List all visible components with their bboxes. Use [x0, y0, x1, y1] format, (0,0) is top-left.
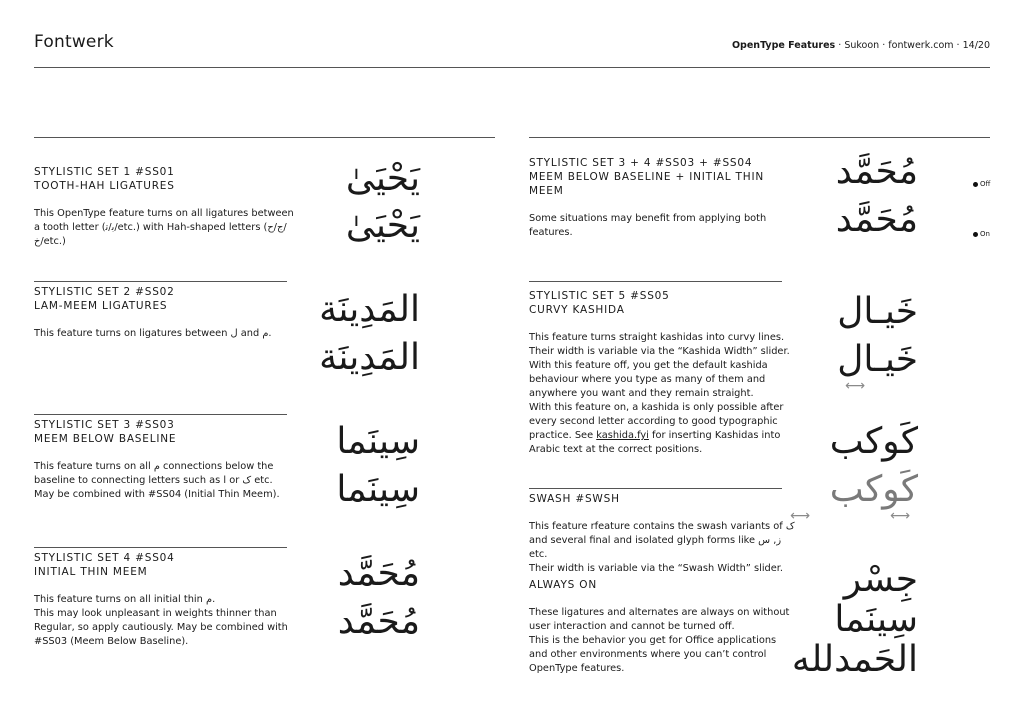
swash-width-arrow-icon: ⟷: [890, 508, 911, 524]
section-body: [529, 331, 799, 457]
off-indicator: [973, 180, 990, 188]
section-divider: [34, 547, 287, 548]
body-line: Arabic text at the correct positions.: [529, 444, 703, 455]
section-divider: [34, 137, 495, 138]
body-line: baseline to connecting letters such as ا or ک etc.: [34, 475, 273, 486]
section-title: STYLISTIC SET 4 #SS04: [34, 552, 175, 564]
body-line: a tooth letter (ﺑ/ﺗ/etc.) with Hah-shaped letters (ﺝ/ﺡ/: [34, 222, 287, 233]
sample-line: الحَمدلله: [791, 639, 918, 680]
body-line: ﺥ/etc.): [34, 236, 66, 247]
sample-ss05-off: خَيـال: [837, 291, 918, 332]
body-line: anywhere you want and they remain straight.: [529, 388, 754, 399]
section-title: STYLISTIC SET 5 #SS05: [529, 290, 670, 302]
kashida-width-arrow-icon: ⟷: [845, 378, 866, 394]
sample-ss0304-on: مُحَمَّد: [835, 199, 918, 240]
section-ss03-ss04: [529, 156, 789, 240]
body-line: Some situations may benefit from applying both: [529, 213, 767, 224]
section-body: [34, 460, 294, 502]
body-line: May be combined with #SS04 (Initial Thin Meem).: [34, 489, 280, 500]
header-separator: ·: [956, 40, 960, 51]
section-divider: [529, 281, 782, 282]
section-subtitle: INITIAL THIN MEEM: [34, 566, 148, 578]
body-line: features.: [529, 227, 573, 238]
body-line: This is the behavior you get for Office applications: [529, 635, 777, 646]
section-title: STYLISTIC SET 3 #SS03: [34, 419, 175, 431]
section-body: [529, 212, 789, 240]
body-line: With this feature off, you get the default kashida: [529, 360, 768, 371]
section-body: [529, 520, 799, 576]
sample-line: سِينَما: [834, 599, 918, 640]
swash-width-arrow-icon: ⟷: [790, 508, 811, 524]
sample-ss04-on: مُحَمَّد: [337, 601, 420, 642]
section-subtitle: MEEM BELOW BASELINE: [34, 433, 177, 445]
section-swsh: [529, 492, 799, 576]
section-title: STYLISTIC SET 3 + 4 #SS03 + #SS04: [529, 157, 753, 169]
sample-ss02-on: المَدِينَة: [319, 337, 420, 378]
body-text: for inserting Kashidas into: [648, 430, 781, 441]
body-line: [529, 429, 799, 443]
body-line: This feature rfeature contains the swash variants of ک: [529, 521, 795, 532]
sample-ss04-off: مُحَمَّد: [337, 553, 420, 594]
on-indicator: [973, 230, 990, 238]
sample-swsh-on: کَوکب: [829, 469, 918, 510]
body-line: This OpenType feature turns on all ligatures between: [34, 208, 294, 219]
kashida-link[interactable]: kashida.fyi: [596, 430, 649, 441]
page-header-info: [732, 40, 990, 51]
off-label: Off: [980, 180, 991, 188]
section-ss01: [34, 165, 324, 249]
header-site: fontwerk.com: [888, 40, 954, 51]
section-divider: [34, 414, 287, 415]
section-ss04: [34, 551, 294, 649]
section-ss03: [34, 418, 294, 502]
section-divider: [34, 281, 287, 282]
body-line: Their width is variable via the “Kashida Width” slider.: [529, 346, 790, 357]
body-line: user interaction and cannot be turned off.: [529, 621, 735, 632]
section-ss02: [34, 285, 294, 341]
bullet-icon: [973, 232, 978, 237]
sample-swsh-off: کَوکب: [829, 421, 918, 462]
section-body: [34, 327, 294, 341]
body-line: #SS03 (Meem Below Baseline).: [34, 636, 189, 647]
fontwerk-logo: Fontwerk: [34, 32, 114, 52]
body-text: practice. See: [529, 430, 597, 441]
body-line: Their width is variable via the “Swash Width” slider.: [529, 563, 784, 574]
body-line: OpenType features.: [529, 663, 625, 674]
body-line: and several final and isolated glyph forms like ﺯ, ﺱ etc.: [529, 535, 782, 560]
section-subtitle: LAM-MEEM LIGATURES: [34, 300, 168, 312]
section-body: [34, 207, 324, 249]
body-line: This feature turns on all م connections below the: [34, 461, 274, 472]
section-subtitle: CURVY KASHIDA: [529, 304, 625, 316]
sample-ss05-on: خَيـال: [837, 339, 918, 380]
section-title: STYLISTIC SET 1 #SS01: [34, 166, 175, 178]
section-title: SWASH #SWSH: [529, 493, 620, 505]
header-font-name: Sukoon: [844, 40, 880, 51]
sample-always-on: [792, 560, 918, 680]
sample-ss01-off: يَحْيَىٰ: [345, 158, 420, 199]
sample-ss0304-off: مُحَمَّد: [835, 151, 918, 192]
body-line: Regular, so apply cautiously. May be combined with: [34, 622, 288, 633]
section-subtitle: TOOTH-HAH LIGATURES: [34, 180, 175, 192]
body-line: With this feature on, a kashida is only possible after: [529, 402, 784, 413]
header-section: OpenType Features: [731, 40, 836, 51]
section-divider: [529, 488, 782, 489]
section-body: [34, 593, 294, 649]
header-separator: ·: [838, 40, 842, 51]
page-number: 14/20: [962, 40, 990, 51]
body-line: and other environments where you can’t control: [529, 649, 767, 660]
body-line: This feature turns on all initial thin م.: [34, 594, 216, 605]
body-line: behaviour where you type as many of them and: [529, 374, 766, 385]
sample-ss01-on: يَحْيَىٰ: [345, 205, 420, 246]
sample-line: جِسْر: [843, 559, 918, 600]
section-divider: [529, 137, 990, 138]
section-title: STYLISTIC SET 2 #SS02: [34, 286, 175, 298]
body-line: These ligatures and alternates are always on without: [529, 607, 790, 618]
header-separator: ·: [882, 40, 886, 51]
sample-ss02-off: المَدِينَة: [319, 289, 420, 330]
sample-ss03-on: سِينَما: [336, 469, 420, 510]
body-line: This may look unpleasant in weights thinner than: [34, 608, 277, 619]
sample-ss03-off: سِينَما: [336, 421, 420, 462]
section-ss05: [529, 289, 799, 457]
header-divider: [34, 67, 990, 68]
section-title: ALWAYS ON: [529, 579, 597, 591]
body-line: every second letter according to good typographic: [529, 416, 778, 427]
section-subtitle: MEEM BELOW BASELINE + INITIAL THIN: [529, 171, 765, 183]
on-label: On: [980, 230, 990, 238]
bullet-icon: [973, 182, 978, 187]
section-body: [529, 606, 799, 676]
body-line: This feature turns on ligatures between ل and م.: [34, 328, 272, 339]
section-always-on: [529, 578, 799, 676]
section-subtitle: MEEM: [529, 185, 564, 197]
body-line: This feature turns straight kashidas into curvy lines.: [529, 332, 785, 343]
